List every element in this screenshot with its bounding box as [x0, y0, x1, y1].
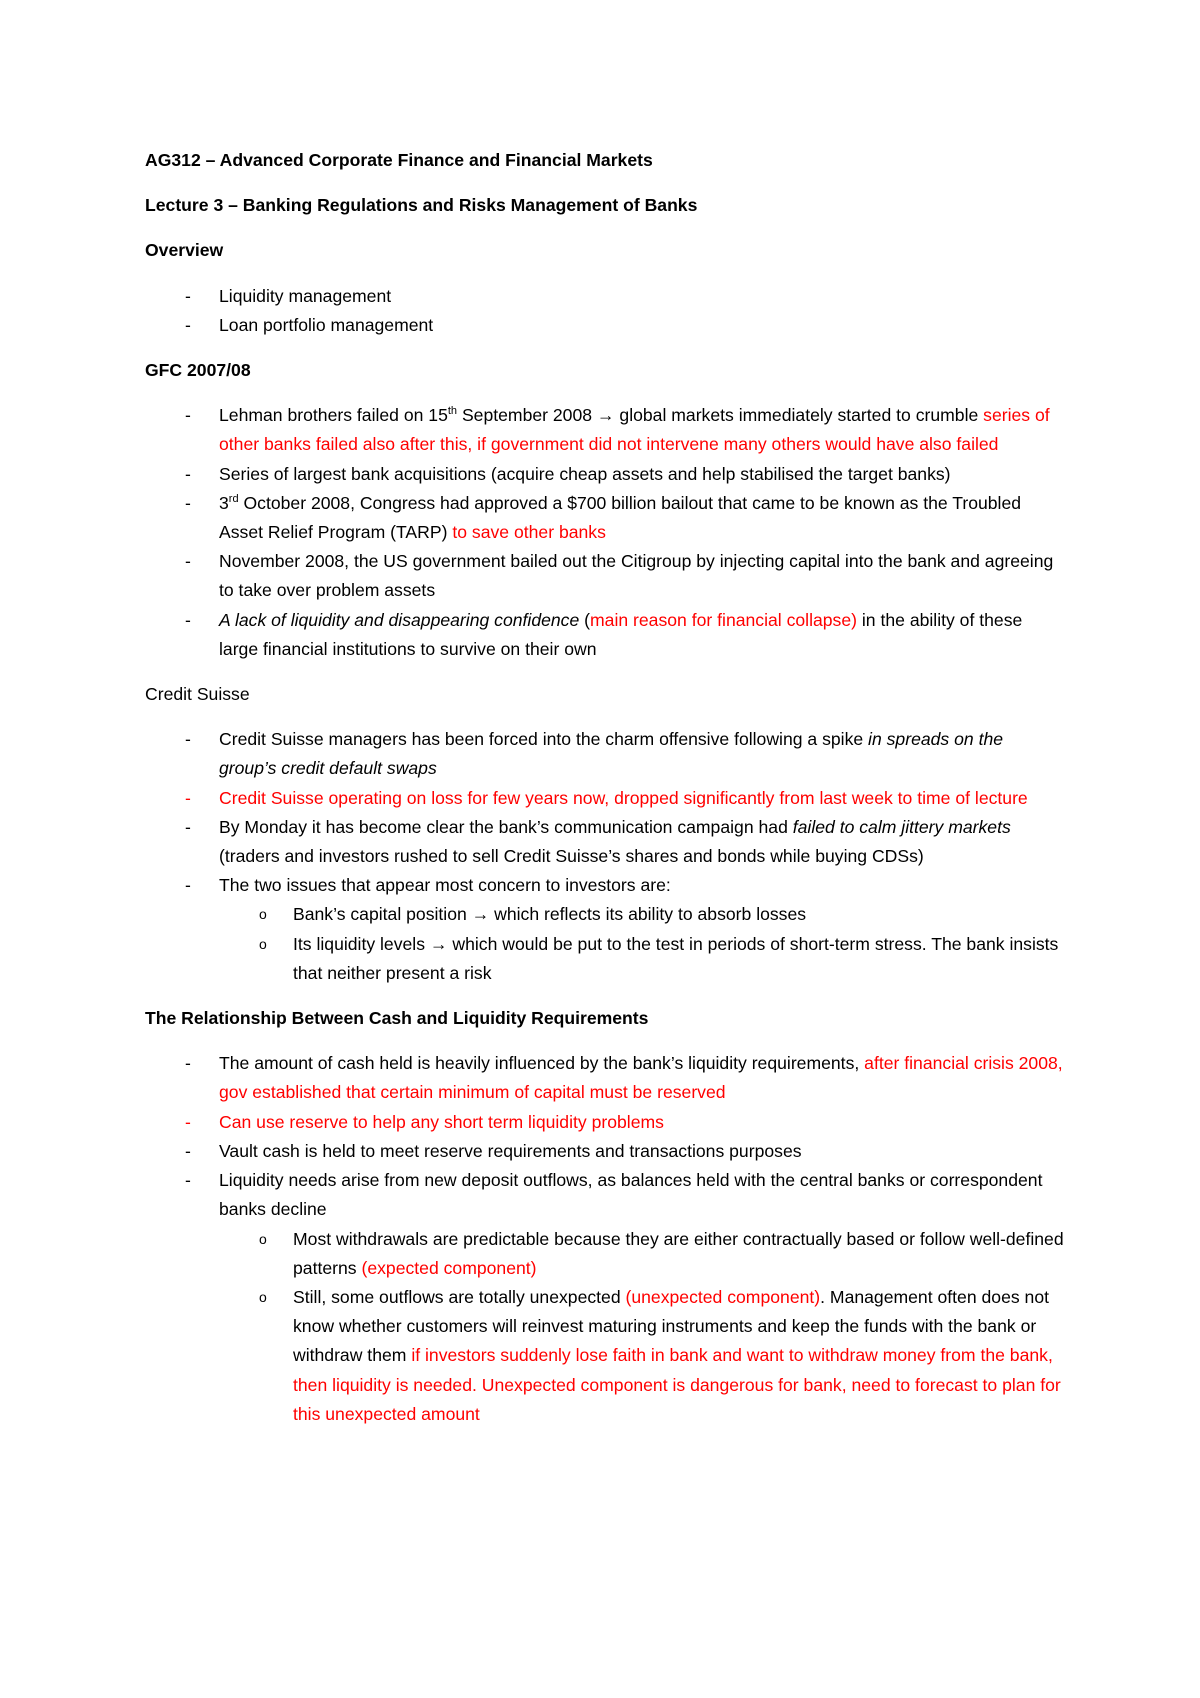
sublist-item — [219, 930, 1065, 988]
list-item — [145, 1049, 1065, 1107]
rel-sub-1-note: (expected component) — [361, 1257, 537, 1278]
credit-item-3-text-b: (traders and investors rushed to sell Credit Suisse’s shares and bonds while buying CDSs) — [219, 846, 924, 867]
dash-bullet: - — [185, 405, 191, 426]
gfc-item-2-text: Series of largest bank acquisitions (acquire cheap assets and help stabilised the target banks) — [219, 463, 951, 484]
circle-bullet: o — [259, 906, 267, 923]
list-item — [145, 282, 1065, 311]
credit-suisse-list — [145, 725, 1065, 988]
credit-item-4-text: The two issues that appear most concern to investors are: — [219, 875, 671, 896]
dash-bullet: - — [185, 1053, 191, 1074]
gfc-item-1-note: series of other banks failed also after this, if government did not intervene many others would have also failed — [219, 405, 1050, 455]
sublist-item — [219, 900, 1065, 929]
rel-sub-2-text: Still, some outflows are totally unexpected — [293, 1286, 626, 1307]
sublist-item — [219, 1225, 1065, 1283]
credit-item-1-text: Credit Suisse managers has been forced into the charm offensive following a spike — [219, 729, 869, 750]
rel-item-1-text: The amount of cash held is heavily influenced by the bank’s liquidity requirements, — [219, 1053, 865, 1074]
document-body — [145, 146, 1065, 1429]
gfc-item-5-italic: A lack of liquidity and disappearing confidence — [219, 609, 580, 630]
dash-bullet: - — [185, 875, 191, 896]
relationship-heading: The Relationship Between Cash and Liquidity Requirements — [145, 1008, 649, 1029]
list-item — [145, 1137, 1065, 1166]
dash-bullet: - — [185, 1140, 191, 1161]
credit-item-3-text: By Monday it has become clear the bank’s communication campaign had — [219, 816, 793, 837]
dash-bullet: - — [185, 463, 191, 484]
list-item — [145, 460, 1065, 489]
document-title: AG312 – Advanced Corporate Finance and Financial Markets — [145, 150, 653, 170]
overview-list — [145, 282, 1065, 340]
dash-bullet: - — [185, 787, 191, 808]
overview-item-1: Liquidity management — [219, 285, 392, 306]
rel-item-2-note: Can use reserve to help any short term liquidity problems — [219, 1111, 664, 1132]
list-item — [145, 311, 1065, 340]
dash-bullet: - — [185, 492, 191, 513]
list-item — [145, 813, 1065, 871]
gfc-item-1-text-b: September 2008 → global markets immediately started to crumble — [457, 405, 984, 426]
credit-sub-1: Bank’s capital position → which reflects its ability to absorb losses — [293, 904, 807, 925]
dash-bullet: - — [185, 609, 191, 630]
overview-heading: Overview — [145, 240, 224, 261]
credit-item-3-italic: failed to calm jittery markets — [792, 816, 1011, 837]
gfc-heading: GFC 2007/08 — [145, 360, 251, 381]
list-item — [145, 401, 1065, 459]
gfc-item-1-text: Lehman brothers failed on 15 — [219, 405, 448, 426]
list-item — [145, 871, 1065, 988]
dash-bullet: - — [185, 729, 191, 750]
gfc-item-3-note: to save other banks — [452, 522, 606, 543]
dash-bullet: - — [185, 1170, 191, 1191]
rel-sub-1-text: Most withdrawals are predictable because they are either contractually based or follow well-defined patterns — [293, 1228, 1064, 1278]
relationship-sublist — [219, 1225, 1065, 1429]
credit-sub-2: Its liquidity levels → which would be put to the test in periods of short-term stress. The bank insists that neither present a risk — [293, 933, 1059, 983]
circle-bullet: o — [259, 935, 267, 952]
overview-item-2: Loan portfolio management — [219, 314, 434, 335]
superscript: th — [447, 405, 458, 418]
dash-bullet: - — [185, 551, 191, 572]
gfc-item-4-text: November 2008, the US government bailed out the Citigroup by injecting capital into the bank and agreeing to take over problem assets — [219, 551, 1054, 601]
gfc-item-3-text: 3 — [219, 492, 229, 513]
dash-bullet: - — [185, 285, 191, 306]
circle-bullet: o — [259, 1288, 267, 1305]
gfc-item-5-note: main reason for financial collapse) — [590, 609, 857, 630]
gfc-item-5-paren: ( — [579, 609, 591, 630]
rel-sub-2-text-b: . Management often does not know whether customers will reinvest maturing instruments and keep the funds with the bank or withdraw them — [293, 1286, 1050, 1366]
list-item — [145, 1108, 1065, 1137]
rel-sub-2-note-1: (unexpected component) — [625, 1286, 821, 1307]
relationship-list — [145, 1049, 1065, 1429]
list-item — [145, 784, 1065, 813]
rel-sub-2-note-2: if investors suddenly lose faith in bank and want to withdraw money from the bank, then liquidity is needed. Unexpected component is dangerous for bank, need to forecast to plan for this unexpected amount — [293, 1345, 1061, 1424]
list-item — [145, 606, 1065, 664]
lecture-title: Lecture 3 – Banking Regulations and Risks Management of Banks — [145, 195, 698, 216]
credit-item-2-note: Credit Suisse operating on loss for few years now, dropped significantly from last week to time of lecture — [219, 787, 1028, 808]
circle-bullet: o — [259, 1230, 267, 1247]
list-item — [145, 547, 1065, 605]
dash-bullet: - — [185, 1111, 191, 1132]
rel-item-1-note: after financial crisis 2008, gov established that certain minimum of capital must be reserved — [219, 1053, 1063, 1103]
superscript: rd — [228, 492, 239, 505]
credit-item-1-italic: in spreads on the group’s credit default swaps — [219, 729, 1004, 779]
gfc-item-5-text-b: in the ability of these large financial institutions to survive on their own — [219, 609, 1023, 659]
credit-suisse-heading: Credit Suisse — [145, 684, 250, 705]
credit-sublist — [219, 900, 1065, 988]
sublist-item — [219, 1283, 1065, 1429]
dash-bullet: - — [185, 816, 191, 837]
gfc-item-3-text-b: October 2008, Congress had approved a $700 billion bailout that came to be known as the Troubled Asset Relief Program (TARP) — [219, 492, 1022, 543]
list-item — [145, 489, 1065, 547]
list-item — [145, 725, 1065, 783]
rel-item-3-text: Vault cash is held to meet reserve requirements and transactions purposes — [219, 1140, 802, 1161]
gfc-list — [145, 401, 1065, 664]
rel-item-4-text: Liquidity needs arise from new deposit outflows, as balances held with the central banks or correspondent banks decline — [219, 1170, 1043, 1220]
list-item — [145, 1166, 1065, 1429]
dash-bullet: - — [185, 314, 191, 335]
